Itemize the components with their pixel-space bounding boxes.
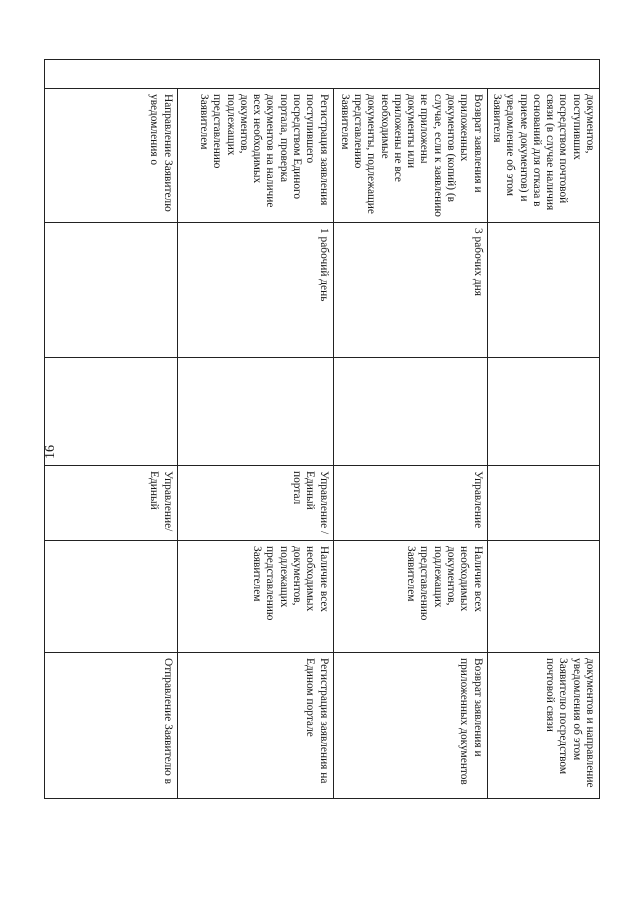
term-cell: 1 рабочий день <box>177 223 333 358</box>
result-cell: документов и направление уведомления об этом Заявителю посредством почтовой связи <box>487 653 599 799</box>
place-cell: Управление/ Единый <box>44 466 177 541</box>
rotated-table-container <box>71 59 600 798</box>
criteria-cell <box>487 541 599 653</box>
table-row <box>333 60 487 799</box>
action-cell: Регистрация заявления поступившего посредством Единого портала, проверка документов на наличие всех необходимых документов, подлежащих представлению Заявителем <box>177 89 333 223</box>
result-cell: Отправление Заявителю в <box>44 653 177 799</box>
executor-cell <box>333 358 487 466</box>
action-cell: Направление Заявителю уведомления о <box>44 89 177 223</box>
result-cell: Возврат заявления и приложенных документов <box>333 653 487 799</box>
term-cell: 3 рабочих дня <box>333 223 487 358</box>
place-cell <box>487 466 599 541</box>
criteria-cell: Наличие всех необходимых документов, подлежащих представлению Заявителем <box>177 541 333 653</box>
executor-cell <box>44 358 177 466</box>
executor-cell <box>177 358 333 466</box>
place-cell: Управление /Единый портал <box>177 466 333 541</box>
page-number: 16 <box>43 445 58 459</box>
term-cell <box>44 223 177 358</box>
executor-cell <box>487 358 599 466</box>
action-cell: Возврат заявления и приложенных документов (копий) (в случае, если к заявлению не приложены документы или приложены не все необходимые документы, подлежащие представлению Заявителем <box>333 89 487 223</box>
procedure-table <box>44 59 600 799</box>
side-column <box>44 60 599 89</box>
action-cell: документов, поступивших посредством почтовой связи (в случае наличия оснований для отказа в приеме документов) и уведомление об этом Заявителя <box>487 89 599 223</box>
criteria-cell: Наличие всех необходимых документов, подлежащих представлению Заявителем <box>333 541 487 653</box>
table-row <box>487 60 599 799</box>
table-row <box>44 60 177 799</box>
result-cell: Регистрация заявления на Едином портале <box>177 653 333 799</box>
criteria-cell <box>44 541 177 653</box>
term-cell <box>487 223 599 358</box>
table-row <box>177 60 333 799</box>
place-cell: Управление <box>333 466 487 541</box>
